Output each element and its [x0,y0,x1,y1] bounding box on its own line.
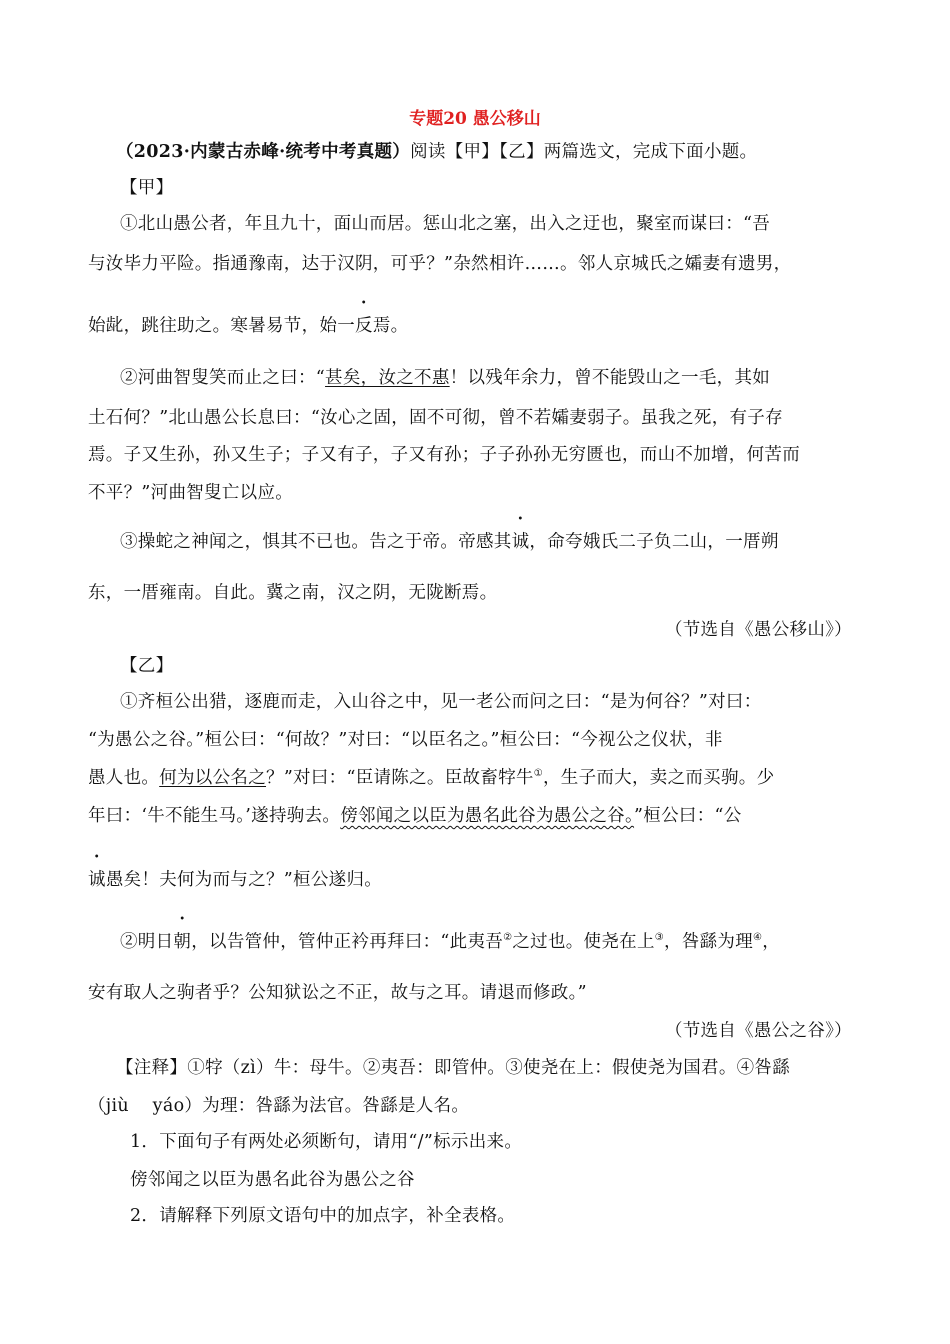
footnote-marker-2: ② [503,932,513,944]
jia-p1-line3 [88,314,868,338]
yi-p1-text-d: 年曰：‘牛不能生马。’遂持驹去。 [88,806,341,826]
question-1-sentence: 傍邻闻之以臣为愚名此谷为愚公之谷 [130,1170,415,1190]
dotted-char-cheng: 诚 [511,532,530,552]
intro-line [116,140,896,164]
jia-heading: 【甲】 [120,178,174,198]
jia-p2-text-a: ②河曲智叟笑而止之曰：“ [120,368,326,388]
jia-p2-text-b: ！以残年余力，曾不能毁山之一毛，其如 [449,368,771,388]
jia-source: （节选自《愚公移山》） [664,620,852,640]
notes-line1: 【注释】①牸（zì）牛：母牛。②夷吾：即管仲。③使尧在上：假使尧为国君。④咎繇 [116,1058,791,1078]
jia-p2-line2: 土石何？”北山愚公长息曰：“汝心之固，固不可彻，曾不若孀妻弱子。虽我之死，有子存 [88,408,783,428]
yi-p2-text-a: ②明日 [120,932,174,952]
dotted-char-zhao: 朝 [173,932,192,952]
yi-p1-line4 [88,804,868,828]
yi-p2-text-e: ， [762,932,781,952]
underlined-phrase-heweiyi: 何为以公名之 [159,768,267,788]
footnote-marker-4: ④ [753,932,763,944]
intro-source: （2023·内蒙古赤峰·统考中考真题） [116,142,411,162]
question-1: 1．下面句子有两处必须断句，请用“/”标示出来。 [130,1132,523,1152]
jia-p2-line1 [120,366,900,390]
dotted-char-fan: 反 [355,316,373,336]
jia-p1-line1: ①北山愚公者，年且九十，面山而居。惩山北之塞，出入之迂也，聚室而谋曰：“吾 [120,214,771,234]
jia-p3-line2: 东，一厝雍南。自此。冀之南，汉之阴，无陇断焉。 [88,583,498,603]
underlined-phrase-shenyi: 甚矣，汝之不惠 [325,368,450,388]
yi-heading: 【乙】 [120,656,174,676]
question-2: 2．请解释下列原文语句中的加点字，补全表格。 [130,1206,516,1226]
yi-p1-text-e: ”桓公曰：“公 [634,806,742,826]
jia-p2-line4: 不平？”河曲智叟亡以应。 [88,483,294,503]
yi-p1-line2: “为愚公之谷。”桓公曰：“何故？”对曰：“以臣名之。”桓公曰：“今视公之仪状，非 [88,730,723,750]
yi-p2-text-c: 之过也。使尧在上 [512,932,655,952]
yi-p1-line3 [88,766,868,790]
jia-p3-text-a: ③操蛇之神闻之，惧其不已也。告之于帝。帝感其 [120,532,512,552]
yi-p1-line5 [88,868,868,892]
yi-p2-text-d: ，咎繇为理 [664,932,754,952]
footnote-marker-1: ① [533,768,543,780]
yi-p1-text-f: 愚矣！夫何为而与之？”桓公遂归。 [105,870,383,890]
yi-p2-line1 [120,930,900,954]
jia-p1-line2: 与汝毕力平险。指通豫南，达于汉阴，可乎？”杂然相许……。邻人京城氏之孀妻有遗男， [88,254,792,274]
yi-p1-text-a: 愚人也。 [88,768,160,788]
jia-p1-text-a: 始龀，跳往助之。寒暑易节，始一 [88,316,355,336]
notes-line2: （jiù yáo）为理：咎繇为法官。咎繇是人名。 [88,1096,470,1116]
dotted-char-cheng-2: 诚 [88,870,106,890]
yi-p1-line1: ①齐桓公出猎，逐鹿而走，入山谷之中，见一老公而问之曰：“是为何谷？”对曰： [120,692,762,712]
wavy-underlined-sentence: 傍邻闻之以臣为愚名此谷为愚公之谷。 [340,806,635,826]
yi-p1-text-c: ，生子而大，卖之而买驹。少 [542,768,775,788]
yi-p2-text-b: ，以告管仲，管仲正衿再拜曰：“此夷吾 [191,932,504,952]
intro-text: 阅读【甲】【乙】两篇选文，完成下面小题。 [410,142,758,162]
jia-p2-line3: 焉。子又生孙，孙又生子；子又有子，子又有孙；子子孙孙无穷匮也，而山不加增，何苦而 [88,445,800,465]
yi-p1-text-b: ？”对曰：“臣请陈之。臣故畜牸牛 [266,768,534,788]
jia-p3-line1 [120,530,900,554]
page-title: 专题20 愚公移山 [409,109,541,129]
yi-p2-line2: 安有取人之驹者乎？公知狱讼之不正，故与之耳。请退而修政。” [88,983,587,1003]
yi-source: （节选自《愚公之谷》） [664,1021,852,1041]
footnote-marker-3: ③ [654,932,665,944]
jia-p1-text-b: 焉。 [372,316,409,336]
jia-p3-text-b: ，命夸娥氏二子负二山，一厝朔 [529,532,779,552]
